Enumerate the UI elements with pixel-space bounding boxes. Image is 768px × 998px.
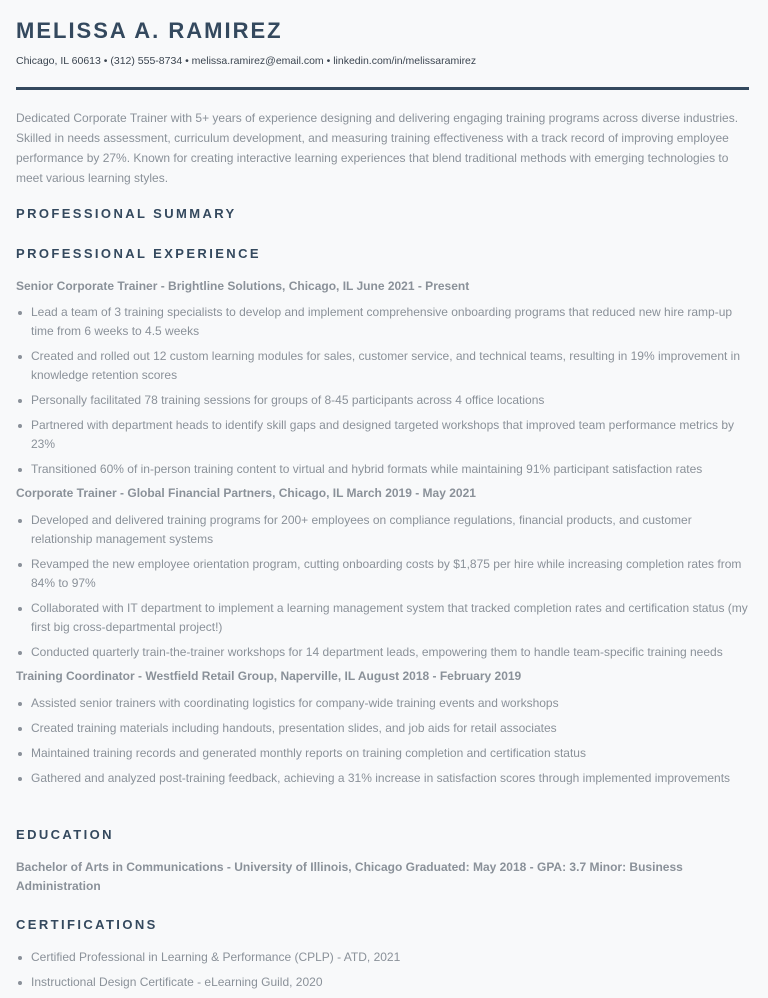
intro-paragraph: Dedicated Corporate Trainer with 5+ years of experience designing and delivering engaging training programs across diverse industries. Skilled in needs assessment, curriculum development, and measuring training effectiveness with a track record of improving employee performance by 27%. Known for creating interactive learning experiences that blend traditional methods with emerging technologies to meet various learning styles. xyxy=(16,111,739,185)
bullet-dot xyxy=(18,981,22,985)
bullet-dot xyxy=(18,702,22,706)
certifications-list xyxy=(16,948,749,998)
list-item: Revamped the new employee orientation program, cutting onboarding costs by $1,875 per hire while increasing completion rates from 84% to 97% xyxy=(16,555,749,593)
list-item: Conducted quarterly train-the-trainer workshops for 14 department leads, empowering them to handle team-specific training needs xyxy=(16,643,749,662)
education-entry: Bachelor of Arts in Communications - University of Illinois, Chicago Graduated: May 2018 - GPA: 3.7 Minor: Business Administration xyxy=(16,860,683,893)
bullet-dot xyxy=(18,399,22,403)
bullet-dot xyxy=(18,727,22,731)
bullet-dot xyxy=(18,468,22,472)
job-title-2: Corporate Trainer - Global Financial Partners, Chicago, IL March 2019 - May 2021 xyxy=(16,486,476,500)
list-item: Developed and delivered training programs for 200+ employees on compliance regulations, financial products, and customer relationship management systems xyxy=(16,511,749,549)
candidate-name: MELISSA A. RAMIREZ xyxy=(16,18,283,43)
bullet-dot xyxy=(18,355,22,359)
bullet-dot xyxy=(18,651,22,655)
section-title-certifications: CERTIFICATIONS xyxy=(16,917,158,932)
job-title-3: Training Coordinator - Westfield Retail Group, Naperville, IL August 2018 - February 2019 xyxy=(16,669,522,683)
section-title-summary: PROFESSIONAL SUMMARY xyxy=(16,206,237,221)
section-title-education: EDUCATION xyxy=(16,827,114,842)
bullet-dot xyxy=(18,752,22,756)
section-title-experience: PROFESSIONAL EXPERIENCE xyxy=(16,246,261,261)
list-item: Collaborated with IT department to implement a learning management system that tracked completion rates and certification status (my first big cross-departmental project!) xyxy=(16,599,749,637)
list-item: Certified Professional in Learning & Performance (CPLP) - ATD, 2021 xyxy=(16,948,749,967)
bullet-dot xyxy=(18,777,22,781)
list-item: Partnered with department heads to identify skill gaps and designed targeted workshops that improved team performance metrics by 23% xyxy=(16,416,749,454)
list-item: Transitioned 60% of in-person training content to virtual and hybrid formats while maintaining 91% participant satisfaction rates xyxy=(16,460,749,479)
list-item: Created training materials including handouts, presentation slides, and job aids for retail associates xyxy=(16,719,749,738)
bullet-dot xyxy=(18,607,22,611)
job-title-1: Senior Corporate Trainer - Brightline Solutions, Chicago, IL June 2021 - Present xyxy=(16,279,470,293)
bullet-dot xyxy=(18,563,22,567)
job-3-bullets xyxy=(16,694,749,794)
bullet-dot xyxy=(18,311,22,315)
list-item: Instructional Design Certificate - eLearning Guild, 2020 xyxy=(16,973,749,992)
header-divider xyxy=(16,87,749,90)
list-item: Gathered and analyzed post-training feedback, achieving a 31% increase in satisfaction scores through implemented improvements xyxy=(16,769,749,788)
bullet-dot xyxy=(18,424,22,428)
list-item: Lead a team of 3 training specialists to develop and implement comprehensive onboarding programs that reduced new hire ramp-up time from 6 weeks to 4.5 weeks xyxy=(16,303,749,341)
list-item: Created and rolled out 12 custom learning modules for sales, customer service, and technical teams, resulting in 19% improvement in knowledge retention scores xyxy=(16,347,749,385)
bullet-dot xyxy=(18,519,22,523)
list-item: Personally facilitated 78 training sessions for groups of 8-45 participants across 4 office locations xyxy=(16,391,749,410)
job-1-bullets xyxy=(16,303,749,485)
job-2-bullets xyxy=(16,511,749,668)
list-item: Maintained training records and generated monthly reports on training completion and certification status xyxy=(16,744,749,763)
contact-line: Chicago, IL 60613 • (312) 555-8734 • melissa.ramirez@email.com • linkedin.com/in/melissaramirez xyxy=(16,55,477,67)
list-item: Assisted senior trainers with coordinating logistics for company-wide training events and workshops xyxy=(16,694,749,713)
bullet-dot xyxy=(18,956,22,960)
